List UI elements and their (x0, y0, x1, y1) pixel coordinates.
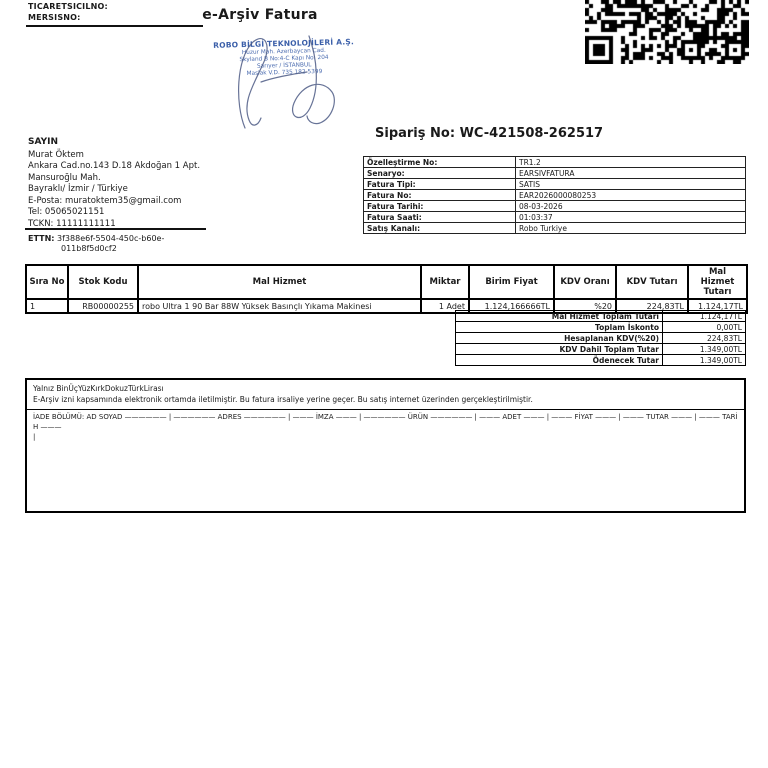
total-label: Hesaplanan KDV(%20) (456, 333, 663, 344)
detail-value: 01:03:37 (516, 212, 746, 223)
notes-box (25, 378, 746, 513)
table-row (364, 190, 746, 201)
notes-section (27, 380, 744, 410)
total-value: 0,00TL (663, 322, 746, 333)
detail-label: Fatura No: (364, 190, 516, 201)
table-row (364, 168, 746, 179)
cell-birim-fiyat: 1.124,166666TL (469, 299, 554, 313)
detail-label: Özelleştirme No: (364, 157, 516, 168)
col-header-birim-fiyat: Birim Fiyat (469, 265, 554, 299)
table-row (456, 311, 746, 322)
detail-label: Satış Kanalı: (364, 223, 516, 234)
ettn-label: ETTN: (28, 234, 55, 243)
customer-salutation: SAYIN (28, 137, 58, 147)
header-divider (26, 25, 203, 27)
customer-block (28, 137, 200, 230)
detail-value: EAR2026000080253 (516, 190, 746, 201)
detail-value: EARSIVFATURA (516, 168, 746, 179)
customer-address-2: Mansuroğlu Mah. (28, 172, 101, 183)
customer-name: Murat Öktem (28, 149, 84, 160)
detail-value: Robo Turkiye (516, 223, 746, 234)
detail-value: SATIS (516, 179, 746, 190)
amount-in-words: Yalnız BinÜçYüzKırkDokuzTürkLirası (33, 384, 164, 393)
total-value: 224,83TL (663, 333, 746, 344)
col-header-tutar: Mal Hizmet Tutarı (688, 265, 747, 299)
stamp-company-name: ROBO BİLGİ TEKNOLOJİLERİ A.Ş. (213, 37, 355, 50)
table-row (456, 333, 746, 344)
table-row (364, 201, 746, 212)
legal-note: E-Arşiv izni kapsamında elektronik ortamda iletilmiştir. Bu fatura irsaliye yerine geçer. Bu satış internet üzerinden gerçekleştirilmiştir. (33, 395, 533, 404)
stamp-address-4: Maslak V.D. 735 182 5399 (246, 69, 323, 77)
col-header-miktar: Miktar (421, 265, 469, 299)
line-items-table (25, 264, 748, 314)
detail-label: Fatura Tipi: (364, 179, 516, 190)
signature-scribble (212, 32, 357, 134)
col-header-mal-hizmet: Mal Hizmet (138, 265, 421, 299)
col-header-sira-no: Sıra No (26, 265, 68, 299)
customer-divider (25, 228, 206, 230)
detail-value: 08-03-2026 (516, 201, 746, 212)
items-header-row (26, 265, 747, 299)
cell-stok-kodu: RB00000255 (68, 299, 138, 313)
detail-label: Senaryo: (364, 168, 516, 179)
qr-code (585, 0, 749, 64)
col-header-kdv-tutari: KDV Tutarı (616, 265, 688, 299)
total-label: Mal Hizmet Toplam Tutarı (456, 311, 663, 322)
cell-kdv-orani: %20 (554, 299, 616, 313)
detail-value: TR1.2 (516, 157, 746, 168)
customer-tckn: TCKN: 11111111111 (28, 218, 116, 229)
table-row (456, 355, 746, 366)
total-value: 1.124,17TL (663, 311, 746, 322)
col-header-kdv-orani: KDV Oranı (554, 265, 616, 299)
col-header-stok-kodu: Stok Kodu (68, 265, 138, 299)
table-row (364, 179, 746, 190)
mersis-label: MERSISNO: (28, 13, 81, 22)
customer-address-3: Bayraklı/ İzmir / Türkiye (28, 184, 128, 194)
stamp-address-3: Sarıyer / İSTANBUL (256, 62, 312, 70)
ettn-block (28, 234, 164, 254)
total-value: 1.349,00TL (663, 344, 746, 355)
return-section-line: İADE BÖLÜMÜ: AD SOYAD —————— | —————— ADRES —————— | ——— İMZA ——— | —————— ÜRÜN —————— | ——— ADET ——— | ——— FİYAT ——— | ——— TUTAR ——— | ——— TARİH ——— (33, 413, 738, 431)
customer-address-1: Ankara Cad.no.143 D.18 Akdoğan 1 Apt. (28, 161, 201, 171)
stamp-address-1: Huzur Mah. Azerbaycan Cad. (241, 47, 326, 57)
document-title: e-Arşiv Fatura (202, 7, 318, 23)
total-label: Toplam İskonto (456, 322, 663, 333)
trade-registry-label: TICARETSICILNO: (28, 2, 108, 11)
customer-phone: Tel: 05065021151 (28, 207, 105, 217)
return-section (27, 410, 744, 444)
stamp-address-2: Skyland B No:4-C Kapı No: 204 (239, 54, 329, 64)
return-section-pipe: | (33, 433, 36, 441)
customer-email: E-Posta: muratoktem35@gmail.com (28, 195, 182, 206)
cell-tutar: 1.124,17TL (688, 299, 747, 313)
cell-sira-no: 1 (26, 299, 68, 313)
table-row (364, 157, 746, 168)
cell-kdv-tutari: 224,83TL (616, 299, 688, 313)
ettn-value-1: 3f388e6f-5504-450c-b60e- (57, 234, 165, 243)
table-row (456, 322, 746, 333)
totals-table (455, 310, 746, 366)
table-row (364, 223, 746, 234)
cell-miktar: 1 Adet (421, 299, 469, 313)
invoice-details-table (363, 156, 746, 234)
total-label: KDV Dahil Toplam Tutar (456, 344, 663, 355)
total-label: Ödenecek Tutar (456, 355, 663, 366)
ettn-value-2: 011b8f5d0cf2 (61, 244, 117, 253)
registry-labels (28, 1, 108, 23)
cell-mal-hizmet: robo Ultra 1 90 Bar 88W Yüksek Basınçlı Yıkama Makinesi (138, 299, 421, 313)
total-value: 1.349,00TL (663, 355, 746, 366)
detail-label: Fatura Saati: (364, 212, 516, 223)
table-row (456, 344, 746, 355)
order-number-heading: Sipariş No: WC-421508-262517 (375, 126, 604, 141)
table-row (364, 212, 746, 223)
detail-label: Fatura Tarihi: (364, 201, 516, 212)
